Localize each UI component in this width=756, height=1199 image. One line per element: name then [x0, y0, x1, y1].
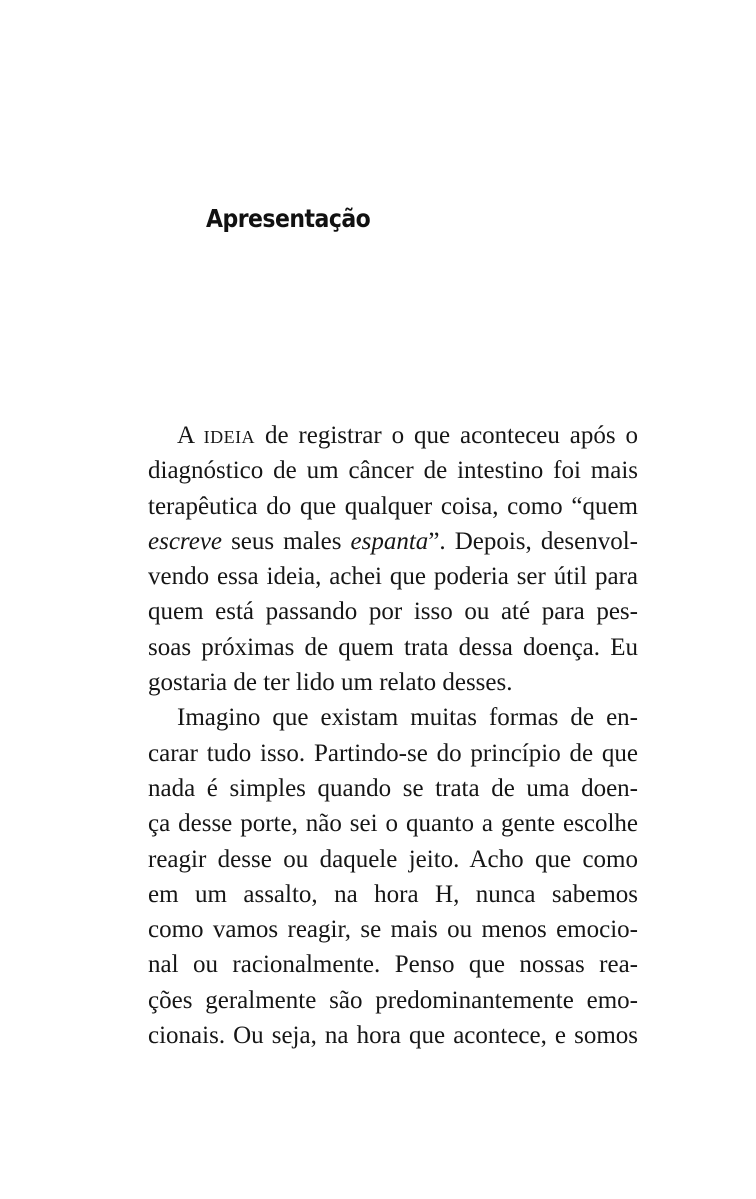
lead-small-caps: ideia — [203, 422, 256, 449]
paragraph-2-line-3: nada é simples quando se trata de uma doen- — [148, 774, 638, 802]
paragraph-1-line-1-text: de registrar o que aconteceu após o — [264, 422, 639, 449]
italic-espanta: espanta — [350, 527, 429, 555]
paragraph-2-line-5: reagir desse ou daquele jeito. Acho que como — [148, 845, 638, 873]
paragraph-1-line-6: quem está passando por isso ou até para pes- — [148, 598, 638, 626]
paragraph-1-line-7: soas próximas de quem trata dessa doença. Eu — [148, 633, 638, 661]
paragraph-2-line-4: ça desse porte, não sei o quanto a gente escolhe — [148, 810, 638, 838]
italic-escreve: escreve — [148, 527, 223, 555]
paragraph-1-line-1 — [148, 418, 638, 453]
paragraph-1-line-8: gostaria de ter lido um relato desses. — [148, 669, 513, 697]
page-title: Apresentação — [206, 204, 371, 233]
paragraph-2-line-9: ções geralmente são predominantemente emo- — [148, 986, 638, 1014]
paragraph-1-line-5: vendo essa ideia, achei que poderia ser útil para — [148, 563, 638, 591]
paragraph-1-line-4 — [148, 524, 638, 559]
paragraph-1-line-2: diagnóstico de um câncer de intestino foi mais — [148, 457, 638, 485]
paragraph-2-line-6: em um assalto, na hora H, nunca sabemos — [148, 880, 638, 908]
paragraph-2-line-10: cionais. Ou seja, na hora que acontece, e somos — [148, 1022, 638, 1050]
paragraph-2-line-8: nal ou racionalmente. Penso que nossas rea- — [148, 951, 638, 979]
paragraph-1-line-4-b: ”. Depois, desenvol- — [428, 527, 639, 555]
paragraph-2-line-7: como vamos reagir, se mais ou menos emocio- — [148, 916, 638, 944]
paragraph-2-line-1: Imagino que existam muitas formas de en- — [177, 704, 638, 732]
paragraph-1-line-3: terapêutica do que qualquer coisa, como “quem — [148, 492, 638, 520]
lead-word: A — [177, 422, 194, 449]
body-text — [148, 418, 638, 1053]
paragraph-2-line-2: carar tudo isso. Partindo-se do princípio de que — [148, 739, 638, 767]
paragraph-1-line-4-a: seus males — [231, 527, 342, 555]
